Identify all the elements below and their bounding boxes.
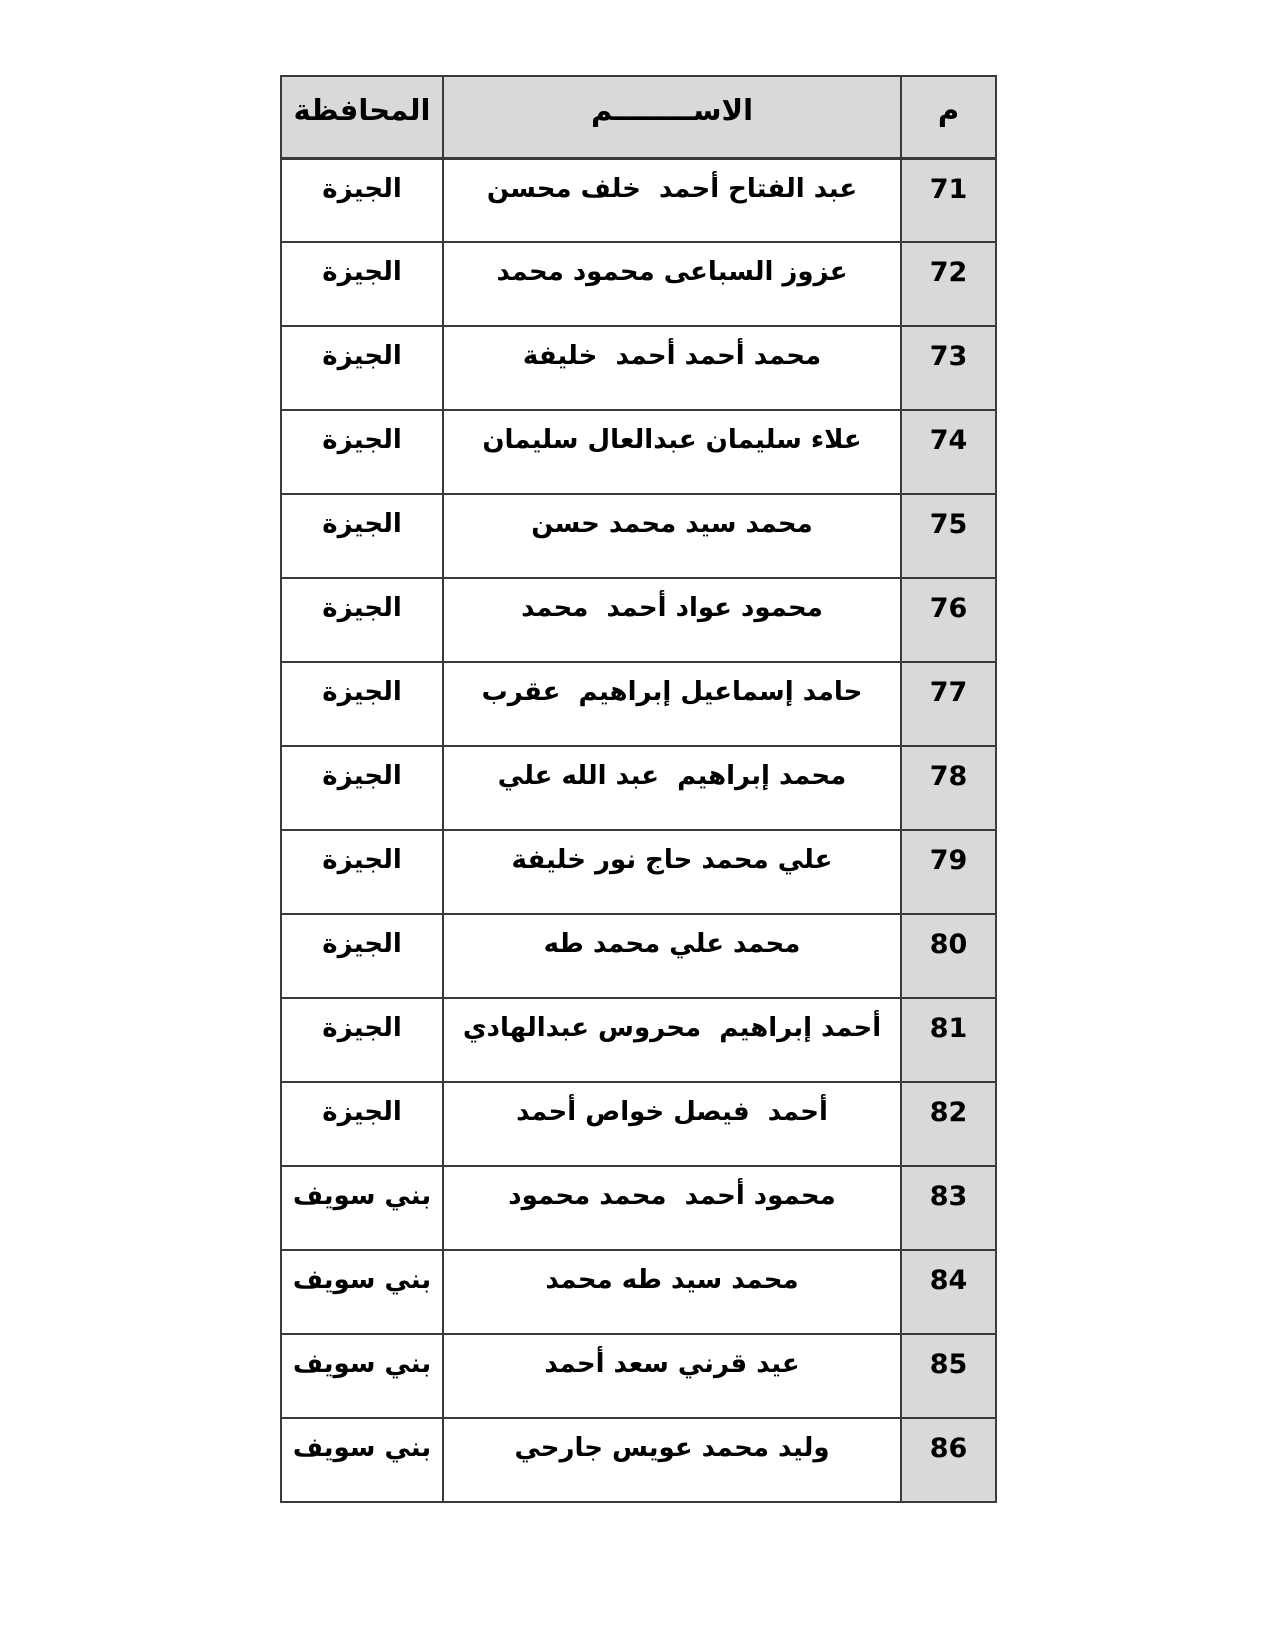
table-row bbox=[281, 1082, 996, 1166]
row-number: 77 bbox=[901, 662, 996, 746]
row-governorate: الجيزة bbox=[281, 410, 443, 494]
table-row bbox=[281, 578, 996, 662]
row-governorate: الجيزة bbox=[281, 242, 443, 326]
row-number: 78 bbox=[901, 746, 996, 830]
row-number: 75 bbox=[901, 494, 996, 578]
row-number: 82 bbox=[901, 1082, 996, 1166]
row-governorate: الجيزة bbox=[281, 662, 443, 746]
table-row bbox=[281, 830, 996, 914]
table-row bbox=[281, 1166, 996, 1250]
roster-table bbox=[280, 75, 997, 1503]
table-row bbox=[281, 662, 996, 746]
table-row bbox=[281, 326, 996, 410]
table-row bbox=[281, 158, 996, 242]
table-row bbox=[281, 998, 996, 1082]
row-governorate: الجيزة bbox=[281, 1082, 443, 1166]
row-name: محمود عواد أحمد محمد bbox=[443, 578, 901, 662]
row-governorate: الجيزة bbox=[281, 578, 443, 662]
row-number: 83 bbox=[901, 1166, 996, 1250]
row-governorate: الجيزة bbox=[281, 998, 443, 1082]
row-number: 72 bbox=[901, 242, 996, 326]
row-name: محمد سيد محمد حسن bbox=[443, 494, 901, 578]
row-number: 73 bbox=[901, 326, 996, 410]
row-name: علي محمد حاج نور خليفة bbox=[443, 830, 901, 914]
row-name: محمد علي محمد طه bbox=[443, 914, 901, 998]
row-name: عيد قرني سعد أحمد bbox=[443, 1334, 901, 1418]
row-governorate: بني سويف bbox=[281, 1250, 443, 1334]
row-governorate: الجيزة bbox=[281, 746, 443, 830]
row-name: محمد إبراهيم عبد الله علي bbox=[443, 746, 901, 830]
row-governorate: الجيزة bbox=[281, 830, 443, 914]
row-name: أحمد إبراهيم محروس عبدالهادي bbox=[443, 998, 901, 1082]
row-governorate: بني سويف bbox=[281, 1334, 443, 1418]
table-row bbox=[281, 1334, 996, 1418]
header-name: الاســــــــم bbox=[443, 76, 901, 158]
row-governorate: الجيزة bbox=[281, 326, 443, 410]
row-number: 76 bbox=[901, 578, 996, 662]
row-number: 86 bbox=[901, 1418, 996, 1502]
row-governorate: الجيزة bbox=[281, 914, 443, 998]
row-name: عبد الفتاح أحمد خلف محسن bbox=[443, 158, 901, 242]
row-governorate: بني سويف bbox=[281, 1418, 443, 1502]
header-row bbox=[281, 76, 996, 158]
row-name: محمد أحمد أحمد خليفة bbox=[443, 326, 901, 410]
row-name: محمد سيد طه محمد bbox=[443, 1250, 901, 1334]
row-governorate: بني سويف bbox=[281, 1166, 443, 1250]
row-number: 80 bbox=[901, 914, 996, 998]
table-row bbox=[281, 1250, 996, 1334]
row-number: 74 bbox=[901, 410, 996, 494]
table-row bbox=[281, 746, 996, 830]
row-governorate: الجيزة bbox=[281, 158, 443, 242]
header-number: م bbox=[901, 76, 996, 158]
table-row bbox=[281, 410, 996, 494]
row-number: 84 bbox=[901, 1250, 996, 1334]
row-number: 81 bbox=[901, 998, 996, 1082]
table-row bbox=[281, 1418, 996, 1502]
header-governorate: المحافظة bbox=[281, 76, 443, 158]
row-name: حامد إسماعيل إبراهيم عقرب bbox=[443, 662, 901, 746]
table-row bbox=[281, 914, 996, 998]
row-governorate: الجيزة bbox=[281, 494, 443, 578]
row-name: محمود أحمد محمد محمود bbox=[443, 1166, 901, 1250]
row-name: وليد محمد عويس جارحي bbox=[443, 1418, 901, 1502]
table-row bbox=[281, 494, 996, 578]
table-row bbox=[281, 242, 996, 326]
row-name: علاء سليمان عبدالعال سليمان bbox=[443, 410, 901, 494]
row-name: أحمد فيصل خواص أحمد bbox=[443, 1082, 901, 1166]
row-number: 71 bbox=[901, 158, 996, 242]
row-number: 79 bbox=[901, 830, 996, 914]
row-number: 85 bbox=[901, 1334, 996, 1418]
row-name: عزوز السباعى محمود محمد bbox=[443, 242, 901, 326]
